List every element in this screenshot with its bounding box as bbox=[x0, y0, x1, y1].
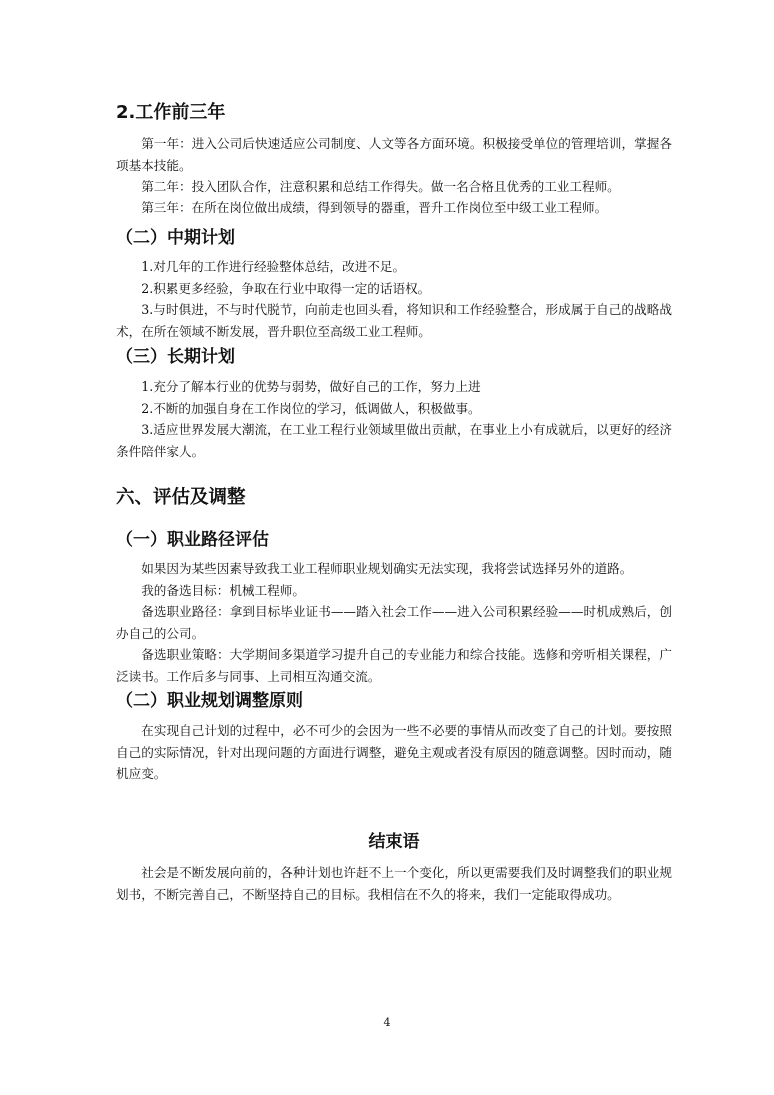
section-heading-adjustment-principles: （二）职业规划调整原则 bbox=[116, 691, 303, 711]
paragraph-mid-term-1: 1.对几年的工作进行经验整体总结，改进不足。 bbox=[141, 259, 406, 274]
paragraph-long-term-1: 1.充分了解本行业的优势与弱势，做好自己的工作，努力上进 bbox=[141, 379, 481, 394]
section-heading-career-path-evaluation: （一）职业路径评估 bbox=[116, 530, 269, 550]
paragraph-third-year: 第三年：在所在岗位做出成绩，得到领导的器重，晋升工作岗位至中级工业工程师。 bbox=[141, 200, 608, 215]
chapter-heading-evaluation-adjustment: 六、评估及调整 bbox=[116, 487, 246, 508]
section-heading-mid-term-plan: （二）中期计划 bbox=[116, 228, 235, 248]
paragraph-first-year: 第一年：进入公司后快速适应公司制度、人文等各方面环境。积极接受单位的管理培训，掌握各项基本技能。 bbox=[116, 136, 672, 173]
paragraph-career-path-1: 如果因为某些因素导致我工业工程师职业规划确实无法实现，我将尝试选择另外的道路。 bbox=[141, 561, 633, 576]
section-heading-long-term-plan: （三）长期计划 bbox=[116, 347, 235, 367]
page-number: 4 bbox=[383, 1016, 391, 1029]
paragraph-mid-term-3: 3.与时俱进，不与时代脱节，向前走也回头看，将知识和工作经验整合，形成属于自己的战略战术，在所在领域不断发展，晋升职位至高级工业工程师。 bbox=[116, 302, 672, 339]
paragraph-career-path-2: 我的备选目标：机械工程师。 bbox=[141, 583, 305, 598]
paragraph-mid-term-2: 2.积累更多经验，争取在行业中取得一定的话语权。 bbox=[141, 281, 431, 296]
paragraph-career-path-4: 备选职业策略：大学期间多渠道学习提升自己的专业能力和综合技能。选修和旁听相关课程，广泛读书。工作后多与同事、上司相互沟通交流。 bbox=[116, 647, 672, 684]
paragraph-long-term-3: 3.适应世界发展大潮流，在工业工程行业领域里做出贡献，在事业上小有成就后，以更好的经济条件陪伴家人。 bbox=[116, 422, 672, 459]
paragraph-long-term-2: 2.不断的加强自身在工作岗位的学习，低调做人，积极做事。 bbox=[141, 401, 481, 416]
paragraph-adjustment-principles: 在实现自己计划的过程中，必不可少的会因为一些不必要的事情从而改变了自己的计划。要按照自己的实际情况，针对出现问题的方面进行调整，避免主观或者没有原因的随意调整。因时而动，随机应变。 bbox=[116, 723, 672, 781]
conclusion-heading: 结束语 bbox=[368, 832, 420, 852]
paragraph-conclusion: 社会是不断发展向前的，各种计划也许赶不上一个变化，所以更需要我们及时调整我们的职业规划书，不断完善自己，不断坚持自己的目标。我相信在不久的将来，我们一定能取得成功。 bbox=[116, 865, 672, 902]
paragraph-second-year: 第二年：投入团队合作，注意积累和总结工作得失。做一名合格且优秀的工业工程师。 bbox=[141, 179, 620, 194]
section-heading-work-first-three-years: 2.工作前三年 bbox=[116, 102, 226, 123]
paragraph-career-path-3: 备选职业路径：拿到目标毕业证书——踏入社会工作——进入公司积累经验——时机成熟后，创办自己的公司。 bbox=[116, 604, 672, 641]
